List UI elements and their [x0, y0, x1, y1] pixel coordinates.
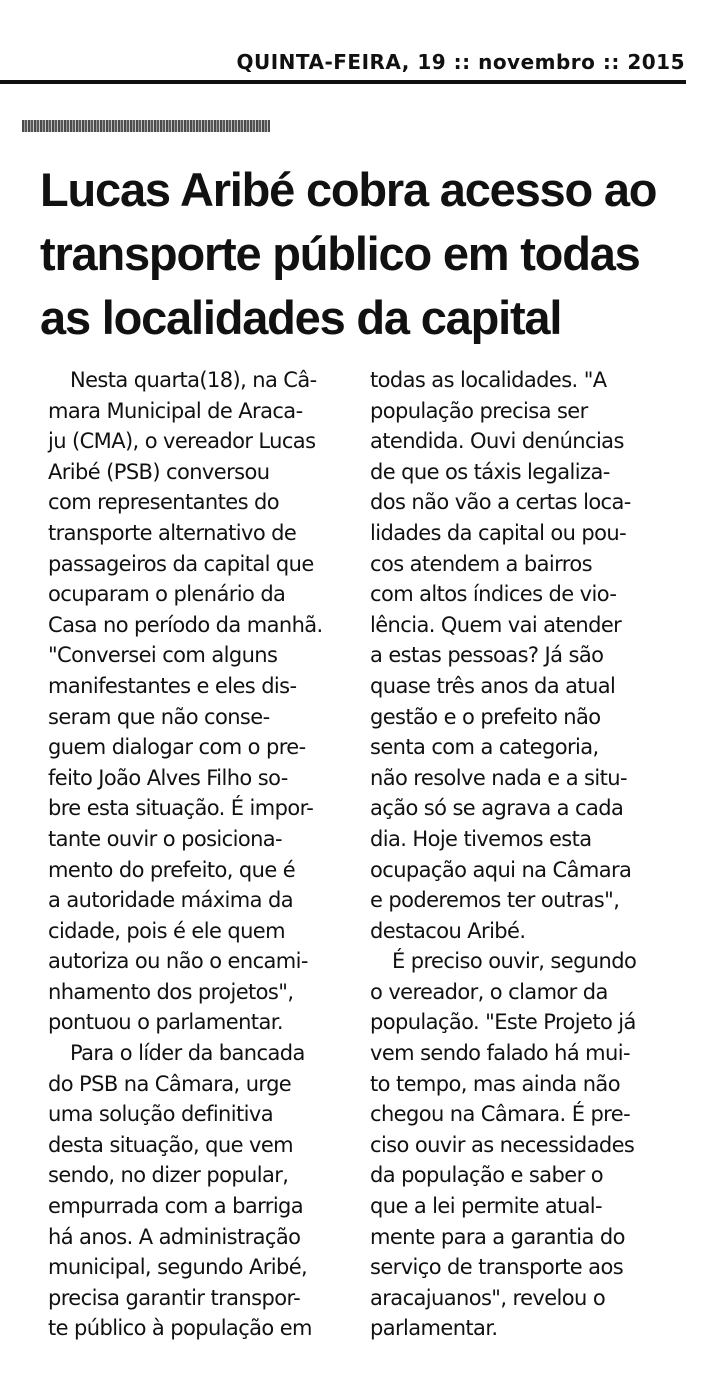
article-text-line: aracajuanos", revelou o — [370, 1285, 606, 1310]
article-text-line: há anos. A administração — [48, 1224, 301, 1249]
article-text-line: desta situação, que vem — [48, 1132, 294, 1157]
article-column-right — [370, 365, 670, 1344]
article-text-line: gestão e o prefeito não — [370, 704, 601, 729]
headline-line: Lucas Aribé cobra acesso ao — [40, 163, 657, 216]
article-text-line: passageiros da capital que — [48, 551, 314, 576]
article-text-line: todas as localidades. "A — [370, 368, 607, 392]
article-text-line: empurrada com a barriga — [48, 1194, 304, 1219]
article-text-line: não resolve nada e a situ- — [370, 765, 627, 790]
article-text-line: o vereador, o clamor da — [370, 979, 608, 1004]
article-text-line: precisa garantir transpor- — [48, 1285, 301, 1310]
article-text-line: dos não vão a certas loca- — [370, 490, 631, 515]
section-kicker-bar — [22, 120, 270, 132]
article-text-line: dia. Hoje tivemos esta — [370, 826, 592, 851]
article-text-line: e poderemos ter outras", — [370, 888, 620, 913]
article-text-line: to tempo, mas ainda não — [370, 1071, 620, 1096]
article-text-line: guem dialogar com o pre- — [48, 735, 306, 760]
article-text-line: vem sendo falado há mui- — [370, 1041, 630, 1066]
article-text-line: Casa no período da manhã. — [48, 612, 323, 637]
article-text-line: pontuou o parlamentar. — [48, 1010, 283, 1035]
article-text-line: mara Municipal de Araca- — [48, 398, 303, 423]
article-text-line: da população e saber o — [370, 1163, 603, 1188]
article-text-line: de que os táxis legaliza- — [370, 459, 610, 484]
article-text-line: população. "Este Projeto já — [370, 1010, 636, 1035]
article-text-line: mento do prefeito, que é — [48, 857, 296, 882]
dateline: QUINTA-FEIRA, 19 :: novembro :: 2015 — [236, 50, 685, 74]
headline-line: transporte público em todas — [40, 227, 640, 280]
article-text-line: parlamentar. — [370, 1316, 498, 1341]
article-text-line: com representantes do — [48, 490, 279, 515]
article-text-line: sendo, no dizer popular, — [48, 1163, 289, 1188]
article-text-line: a autoridade máxima da — [48, 888, 293, 913]
article-text-line: lidades da capital ou pou- — [370, 520, 627, 545]
article-text-line: ação só se agrava a cada — [370, 796, 624, 821]
article-text-line: nhamento dos projetos", — [48, 979, 294, 1004]
article-text-line: ocuparam o plenário da — [48, 582, 286, 607]
article-text-line: municipal, segundo Aribé, — [48, 1255, 308, 1280]
header-rule — [0, 80, 686, 84]
article-text-line: bre esta situação. É impor- — [48, 796, 314, 821]
article-text-line: seram que não conse- — [48, 704, 270, 729]
article-text-line: lência. Quem vai atender — [370, 612, 622, 637]
article-text-line: tante ouvir o posiciona- — [48, 826, 283, 851]
article-text-line: cos atendem a bairros — [370, 551, 592, 576]
article-text-line: mente para a garantia do — [370, 1224, 625, 1249]
article-text-line: com altos índices de vio- — [370, 582, 617, 607]
article-text-line: autoriza ou não o encami- — [48, 949, 308, 974]
article-text-line: Para o líder da bancada — [70, 1041, 305, 1066]
article-text-line: destacou Aribé. — [370, 918, 526, 943]
headline — [40, 158, 680, 350]
article-text-line: Nesta quarta(18), na Câ- — [70, 368, 317, 392]
article-text-line: ju (CMA), o vereador Lucas — [48, 429, 316, 454]
article-text-line: serviço de transporte aos — [370, 1255, 624, 1280]
article-text-line: ocupação aqui na Câmara — [370, 857, 632, 882]
article-text-line: do PSB na Câmara, urge — [48, 1071, 292, 1096]
article-column-left — [48, 365, 348, 1344]
headline-line: as localidades da capital — [40, 291, 562, 344]
article-text-line: te público à população em — [48, 1316, 312, 1341]
article-text-line: chegou na Câmara. É pre- — [370, 1102, 631, 1127]
article-text-line: "Conversei com alguns — [48, 643, 278, 668]
article-text-line: quase três anos da atual — [370, 673, 616, 698]
article-text-line: população precisa ser — [370, 398, 588, 423]
article-text-line: Aribé (PSB) conversou — [48, 459, 270, 484]
article-text-line: transporte alternativo de — [48, 520, 297, 545]
article-text-line: que a lei permite atual- — [370, 1194, 602, 1219]
article-text-line: atendida. Ouvi denúncias — [370, 429, 624, 454]
article-text-line: cidade, pois é ele quem — [48, 918, 285, 943]
article-text-line: senta com a categoria, — [370, 735, 599, 760]
article-text-line: feito João Alves Filho so- — [48, 765, 288, 790]
article-text-line: É preciso ouvir, segundo — [392, 949, 637, 974]
article-text-line: manifestantes e eles dis- — [48, 673, 297, 698]
article-text-line: uma solução definitiva — [48, 1102, 273, 1127]
article-text-line: ciso ouvir as necessidades — [370, 1132, 635, 1157]
article-text-line: a estas pessoas? Já são — [370, 643, 604, 668]
